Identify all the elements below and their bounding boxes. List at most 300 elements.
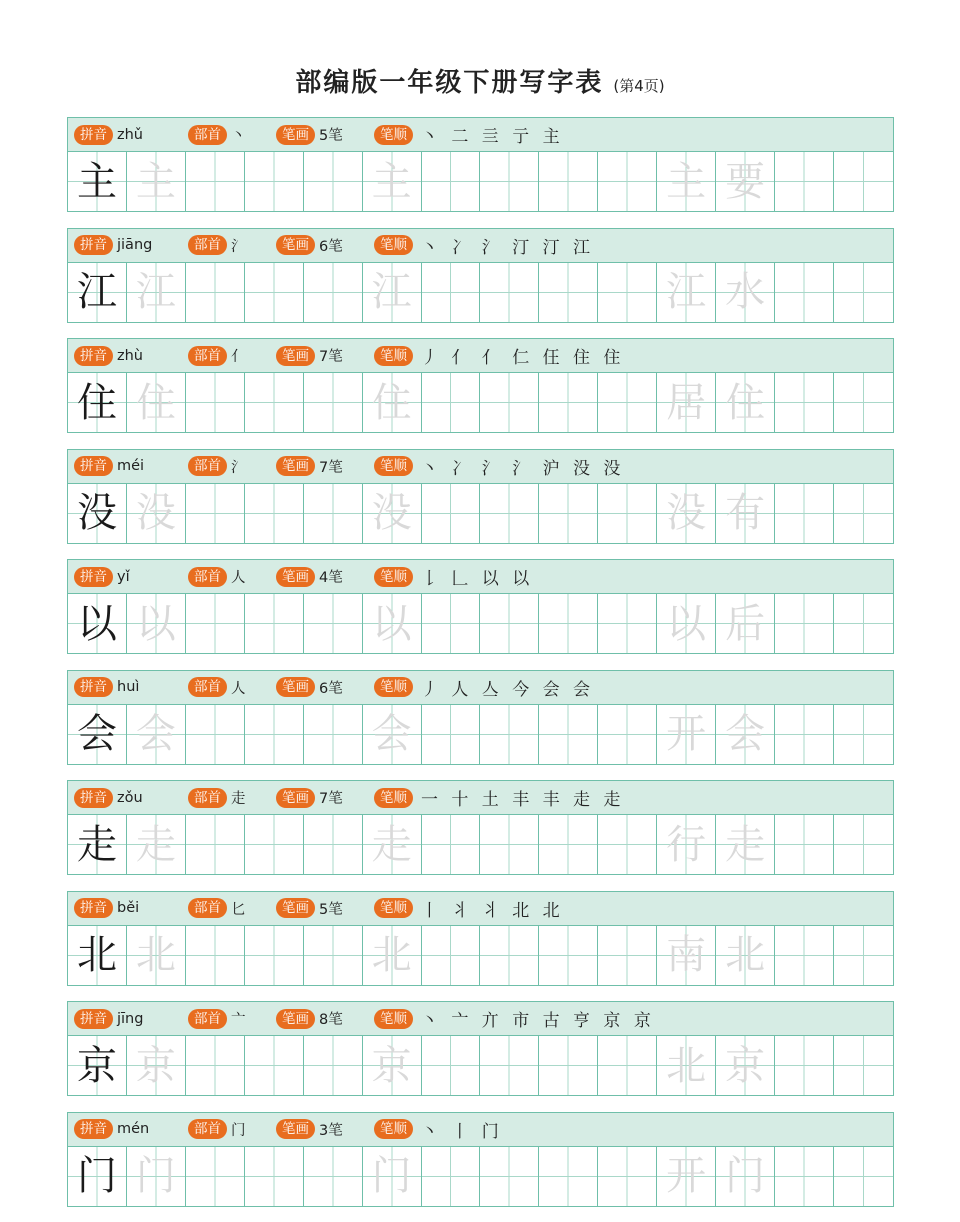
pinyin-value: méi <box>117 458 145 474</box>
pinyin-field <box>74 677 139 697</box>
radical-badge: 部首 <box>188 567 227 587</box>
stroke-count-value: 5笔 <box>319 901 343 918</box>
word-cell[interactable] <box>657 926 716 985</box>
model-char: 会 <box>76 711 117 757</box>
stroke-order-badge: 笔顺 <box>374 346 413 366</box>
blank-cell[interactable] <box>480 373 539 432</box>
pinyin-value: mén <box>117 1121 150 1137</box>
radical-badge: 部首 <box>188 456 227 476</box>
trace-cell[interactable] <box>363 815 422 874</box>
word-cell[interactable] <box>716 263 775 322</box>
word-cell[interactable] <box>716 373 775 432</box>
word-cell[interactable] <box>716 152 775 211</box>
trace-char: 江 <box>371 269 412 315</box>
stroke-order-field <box>374 233 594 258</box>
blank-cell[interactable] <box>480 484 539 543</box>
blank-cell[interactable] <box>304 152 363 211</box>
stroke-count-badge: 笔画 <box>276 677 315 697</box>
pinyin-badge: 拼音 <box>74 788 113 808</box>
word-cell[interactable] <box>657 263 716 322</box>
pinyin-value: jiāng <box>117 237 153 253</box>
writing-grid <box>68 484 893 543</box>
blank-cell[interactable] <box>480 705 539 764</box>
word-cell[interactable] <box>657 152 716 211</box>
word-char: 南 <box>666 932 707 978</box>
blank-cell[interactable] <box>480 926 539 985</box>
stroke-count-value: 7笔 <box>319 459 343 476</box>
model-char: 住 <box>76 379 117 426</box>
radical-field <box>188 456 246 477</box>
radical-value: 亠 <box>231 1012 246 1028</box>
word-cell[interactable] <box>716 705 775 764</box>
writing-grid <box>68 815 893 874</box>
trace-char: 京 <box>371 1042 412 1089</box>
blank-cell[interactable] <box>186 926 245 985</box>
blank-cell[interactable] <box>245 926 304 985</box>
writing-grid <box>68 594 893 653</box>
model-char: 没 <box>76 490 117 536</box>
pinyin-badge: 拼音 <box>74 1119 113 1139</box>
blank-cell[interactable] <box>245 484 304 543</box>
stroke-order-field <box>374 564 533 589</box>
word-cell[interactable] <box>716 1036 775 1095</box>
blank-cell[interactable] <box>775 484 834 543</box>
pinyin-badge: 拼音 <box>74 125 113 145</box>
word-char: 开 <box>666 1153 707 1199</box>
stroke-count-value: 6笔 <box>319 238 343 255</box>
model-char: 京 <box>76 1042 117 1089</box>
pinyin-badge: 拼音 <box>74 1009 113 1029</box>
trace-char: 北 <box>135 932 176 978</box>
title-text: 部编版一年级下册写字表 <box>295 68 604 98</box>
trace-cell[interactable] <box>363 1147 422 1206</box>
word-char: 水 <box>725 269 766 315</box>
trace-char: 门 <box>135 1153 176 1199</box>
radical-field <box>188 566 246 587</box>
blank-cell[interactable] <box>539 263 598 322</box>
blank-cell[interactable] <box>775 705 834 764</box>
blank-cell[interactable] <box>775 1147 834 1206</box>
trace-cell[interactable] <box>363 1036 422 1095</box>
info-bar <box>68 892 893 926</box>
blank-cell[interactable] <box>834 152 893 211</box>
writing-grid <box>68 152 893 211</box>
trace-cell[interactable] <box>127 263 186 322</box>
blank-cell[interactable] <box>245 1036 304 1095</box>
pinyin-field <box>74 1119 149 1139</box>
trace-char: 会 <box>135 711 176 757</box>
blank-cell[interactable] <box>186 594 245 653</box>
trace-cell[interactable] <box>127 594 186 653</box>
blank-cell[interactable] <box>186 263 245 322</box>
stroke-count-value: 3笔 <box>319 1122 343 1139</box>
word-cell[interactable] <box>657 1147 716 1206</box>
blank-cell[interactable] <box>539 594 598 653</box>
character-table <box>67 117 894 1222</box>
page-number: (第4页) <box>613 77 665 95</box>
trace-char: 主 <box>371 158 412 205</box>
word-char: 京 <box>725 1042 766 1089</box>
blank-cell[interactable] <box>598 926 657 985</box>
blank-cell[interactable] <box>834 1147 893 1206</box>
pinyin-value: huì <box>117 679 140 695</box>
blank-cell[interactable] <box>245 152 304 211</box>
stroke-order-badge: 笔顺 <box>374 456 413 476</box>
pinyin-badge: 拼音 <box>74 346 113 366</box>
blank-cell[interactable] <box>775 152 834 211</box>
blank-cell[interactable] <box>422 263 481 322</box>
writing-grid <box>68 263 893 322</box>
blank-cell[interactable] <box>186 373 245 432</box>
blank-cell[interactable] <box>598 373 657 432</box>
word-char: 门 <box>725 1153 766 1199</box>
blank-cell[interactable] <box>480 594 539 653</box>
trace-cell[interactable] <box>363 705 422 764</box>
trace-cell[interactable] <box>127 152 186 211</box>
pinyin-badge: 拼音 <box>74 456 113 476</box>
trace-cell[interactable] <box>363 263 422 322</box>
blank-cell[interactable] <box>834 484 893 543</box>
radical-badge: 部首 <box>188 898 227 918</box>
blank-cell[interactable] <box>422 373 481 432</box>
model-char: 以 <box>76 600 117 647</box>
blank-cell[interactable] <box>422 815 481 874</box>
word-cell[interactable] <box>716 484 775 543</box>
trace-cell[interactable] <box>127 926 186 985</box>
word-char: 住 <box>725 379 766 426</box>
stroke-count-field <box>276 235 343 256</box>
stroke-order-field <box>374 1117 503 1142</box>
stroke-order-value: 丿 亻 亻 仁 仼 住 住 <box>421 348 625 368</box>
stroke-count-badge: 笔画 <box>276 125 315 145</box>
character-entry <box>67 117 894 212</box>
radical-value: 丶 <box>231 128 246 144</box>
word-char: 开 <box>666 711 707 757</box>
blank-cell[interactable] <box>775 815 834 874</box>
character-entry <box>67 449 894 544</box>
blank-cell[interactable] <box>775 263 834 322</box>
blank-cell[interactable] <box>539 484 598 543</box>
trace-char: 主 <box>135 158 176 205</box>
trace-cell[interactable] <box>127 1147 186 1206</box>
stroke-count-badge: 笔画 <box>276 235 315 255</box>
radical-badge: 部首 <box>188 677 227 697</box>
blank-cell[interactable] <box>598 594 657 653</box>
blank-cell[interactable] <box>539 373 598 432</box>
stroke-count-badge: 笔画 <box>276 346 315 366</box>
blank-cell[interactable] <box>245 705 304 764</box>
stroke-count-value: 7笔 <box>319 349 343 365</box>
writing-grid <box>68 1147 893 1206</box>
stroke-count-field <box>276 566 343 587</box>
model-char: 主 <box>76 158 117 205</box>
model-char: 走 <box>76 821 117 868</box>
radical-field <box>188 898 246 919</box>
word-cell[interactable] <box>716 1147 775 1206</box>
blank-cell[interactable] <box>598 1036 657 1095</box>
blank-cell[interactable] <box>480 815 539 874</box>
radical-field <box>188 235 246 256</box>
blank-cell[interactable] <box>304 926 363 985</box>
trace-cell[interactable] <box>363 484 422 543</box>
trace-cell[interactable] <box>127 705 186 764</box>
trace-cell[interactable] <box>363 594 422 653</box>
stroke-order-badge: 笔顺 <box>374 235 413 255</box>
blank-cell[interactable] <box>598 1147 657 1206</box>
blank-cell[interactable] <box>775 373 834 432</box>
blank-cell[interactable] <box>186 1036 245 1095</box>
blank-cell[interactable] <box>598 484 657 543</box>
word-char: 走 <box>725 821 766 868</box>
stroke-count-field <box>276 898 343 919</box>
character-entry <box>67 1001 894 1096</box>
blank-cell[interactable] <box>304 815 363 874</box>
blank-cell[interactable] <box>539 815 598 874</box>
blank-cell[interactable] <box>245 263 304 322</box>
radical-value: 匕 <box>231 901 246 918</box>
word-char: 北 <box>666 1042 707 1089</box>
pinyin-value: běi <box>117 900 140 916</box>
stroke-order-field <box>374 343 624 368</box>
character-entry <box>67 338 894 433</box>
stroke-order-field <box>374 1006 655 1031</box>
stroke-order-badge: 笔顺 <box>374 567 413 587</box>
blank-cell[interactable] <box>834 594 893 653</box>
blank-cell[interactable] <box>539 705 598 764</box>
blank-cell[interactable] <box>539 1147 598 1206</box>
stroke-order-badge: 笔顺 <box>374 788 413 808</box>
blank-cell[interactable] <box>480 1036 539 1095</box>
blank-cell[interactable] <box>304 594 363 653</box>
blank-cell[interactable] <box>775 926 834 985</box>
blank-cell[interactable] <box>422 1036 481 1095</box>
trace-char: 没 <box>135 490 176 536</box>
stroke-order-field <box>374 454 624 479</box>
stroke-count-badge: 笔画 <box>276 898 315 918</box>
trace-char: 北 <box>371 932 412 978</box>
pinyin-field <box>74 898 139 918</box>
page-title <box>0 62 960 99</box>
stroke-count-value: 6笔 <box>319 680 343 697</box>
info-bar <box>68 560 893 594</box>
word-cell[interactable] <box>657 1036 716 1095</box>
radical-field <box>188 1119 246 1140</box>
info-bar <box>68 1002 893 1036</box>
blank-cell[interactable] <box>598 152 657 211</box>
blank-cell[interactable] <box>480 263 539 322</box>
model-char-cell <box>68 815 127 874</box>
blank-cell[interactable] <box>186 1147 245 1206</box>
model-char-cell <box>68 594 127 653</box>
word-cell[interactable] <box>657 594 716 653</box>
stroke-count-badge: 笔画 <box>276 456 315 476</box>
word-char: 江 <box>666 269 707 315</box>
word-cell[interactable] <box>657 373 716 432</box>
word-cell[interactable] <box>716 594 775 653</box>
stroke-order-badge: 笔顺 <box>374 677 413 697</box>
radical-field <box>188 345 246 366</box>
trace-char: 走 <box>135 821 176 868</box>
trace-cell[interactable] <box>363 152 422 211</box>
pinyin-badge: 拼音 <box>74 677 113 697</box>
word-char: 北 <box>725 932 766 978</box>
pinyin-value: jīng <box>117 1010 144 1027</box>
stroke-count-badge: 笔画 <box>276 1119 315 1139</box>
pinyin-value: zǒu <box>117 789 143 806</box>
info-bar <box>68 229 893 263</box>
blank-cell[interactable] <box>480 1147 539 1206</box>
stroke-count-field <box>276 787 343 808</box>
pinyin-field <box>74 567 130 587</box>
trace-char: 门 <box>371 1153 412 1199</box>
info-bar <box>68 450 893 484</box>
model-char-cell <box>68 1147 127 1206</box>
blank-cell[interactable] <box>304 1147 363 1206</box>
blank-cell[interactable] <box>775 594 834 653</box>
trace-cell[interactable] <box>363 373 422 432</box>
stroke-count-badge: 笔画 <box>276 567 315 587</box>
writing-grid <box>68 926 893 985</box>
radical-value: 人 <box>231 570 246 586</box>
blank-cell[interactable] <box>422 594 481 653</box>
radical-value: 走 <box>231 791 246 807</box>
blank-cell[interactable] <box>245 594 304 653</box>
blank-cell[interactable] <box>304 705 363 764</box>
radical-badge: 部首 <box>188 788 227 808</box>
pinyin-value: zhù <box>117 347 143 364</box>
trace-cell[interactable] <box>127 484 186 543</box>
stroke-order-value: 丨 丬 丬 北 北 <box>421 900 564 921</box>
blank-cell[interactable] <box>304 373 363 432</box>
trace-cell[interactable] <box>127 815 186 874</box>
stroke-order-field <box>374 675 594 700</box>
stroke-order-badge: 笔顺 <box>374 1009 413 1029</box>
trace-char: 江 <box>135 269 176 315</box>
radical-badge: 部首 <box>188 1009 227 1029</box>
blank-cell[interactable] <box>186 152 245 211</box>
blank-cell[interactable] <box>598 815 657 874</box>
pinyin-value: zhǔ <box>117 126 143 143</box>
blank-cell[interactable] <box>186 484 245 543</box>
blank-cell[interactable] <box>598 705 657 764</box>
model-char: 门 <box>76 1153 117 1199</box>
model-char: 北 <box>76 932 117 978</box>
trace-cell[interactable] <box>127 1036 186 1095</box>
word-cell[interactable] <box>716 815 775 874</box>
pinyin-field <box>74 235 152 255</box>
blank-cell[interactable] <box>834 815 893 874</box>
word-cell[interactable] <box>657 815 716 874</box>
blank-cell[interactable] <box>422 484 481 543</box>
blank-cell[interactable] <box>186 705 245 764</box>
blank-cell[interactable] <box>245 1147 304 1206</box>
word-char: 要 <box>725 158 766 205</box>
trace-cell[interactable] <box>363 926 422 985</box>
stroke-count-field <box>276 124 343 145</box>
blank-cell[interactable] <box>422 152 481 211</box>
info-bar <box>68 339 893 373</box>
stroke-count-value: 5笔 <box>319 128 343 144</box>
pinyin-field <box>74 125 143 145</box>
model-char-cell <box>68 705 127 764</box>
word-cell[interactable] <box>657 484 716 543</box>
info-bar <box>68 118 893 152</box>
blank-cell[interactable] <box>480 152 539 211</box>
stroke-order-value: 丶 丨 门 <box>421 1121 503 1142</box>
blank-cell[interactable] <box>834 926 893 985</box>
stroke-order-value: 丿 人 亼 今 会 会 <box>421 679 595 700</box>
blank-cell[interactable] <box>422 705 481 764</box>
blank-cell[interactable] <box>539 926 598 985</box>
blank-cell[interactable] <box>186 815 245 874</box>
blank-cell[interactable] <box>834 373 893 432</box>
model-char-cell <box>68 263 127 322</box>
character-entry <box>67 228 894 323</box>
info-bar <box>68 1113 893 1147</box>
blank-cell[interactable] <box>539 152 598 211</box>
blank-cell[interactable] <box>245 373 304 432</box>
blank-cell[interactable] <box>834 1036 893 1095</box>
model-char-cell <box>68 152 127 211</box>
stroke-order-badge: 笔顺 <box>374 125 413 145</box>
pinyin-field <box>74 788 143 808</box>
model-char-cell <box>68 1036 127 1095</box>
blank-cell[interactable] <box>834 705 893 764</box>
word-char: 有 <box>725 490 766 536</box>
stroke-order-value: 一 十 土 丰 丰 走 走 <box>421 790 625 810</box>
stroke-count-field <box>276 345 343 366</box>
blank-cell[interactable] <box>834 263 893 322</box>
writing-grid <box>68 1036 893 1095</box>
trace-char: 住 <box>371 379 412 426</box>
stroke-count-value: 8笔 <box>319 1012 343 1028</box>
blank-cell[interactable] <box>304 484 363 543</box>
stroke-order-field <box>374 122 564 147</box>
blank-cell[interactable] <box>245 815 304 874</box>
model-char-cell <box>68 926 127 985</box>
character-entry <box>67 559 894 654</box>
word-cell[interactable] <box>657 705 716 764</box>
blank-cell[interactable] <box>539 1036 598 1095</box>
trace-cell[interactable] <box>127 373 186 432</box>
word-cell[interactable] <box>716 926 775 985</box>
radical-badge: 部首 <box>188 346 227 366</box>
trace-char: 京 <box>135 1042 176 1089</box>
blank-cell[interactable] <box>775 1036 834 1095</box>
blank-cell[interactable] <box>304 1036 363 1095</box>
radical-field <box>188 677 246 698</box>
word-char: 主 <box>666 158 707 205</box>
radical-value: 氵 <box>231 238 246 255</box>
stroke-order-value: 𠄌 𠃊 以 以 <box>421 569 534 589</box>
pinyin-badge: 拼音 <box>74 567 113 587</box>
word-char: 没 <box>666 490 707 536</box>
blank-cell[interactable] <box>304 263 363 322</box>
radical-field <box>188 787 246 808</box>
model-char: 江 <box>76 269 117 315</box>
trace-char: 以 <box>135 600 176 647</box>
word-char: 行 <box>666 821 707 868</box>
character-entry <box>67 1112 894 1207</box>
blank-cell[interactable] <box>598 263 657 322</box>
stroke-order-field <box>374 785 624 810</box>
trace-char: 走 <box>371 821 412 868</box>
trace-char: 住 <box>135 379 176 426</box>
stroke-order-value: 丶 冫 氵 汀 汀 江 <box>421 237 595 258</box>
blank-cell[interactable] <box>422 1147 481 1206</box>
trace-char: 没 <box>371 490 412 536</box>
blank-cell[interactable] <box>422 926 481 985</box>
